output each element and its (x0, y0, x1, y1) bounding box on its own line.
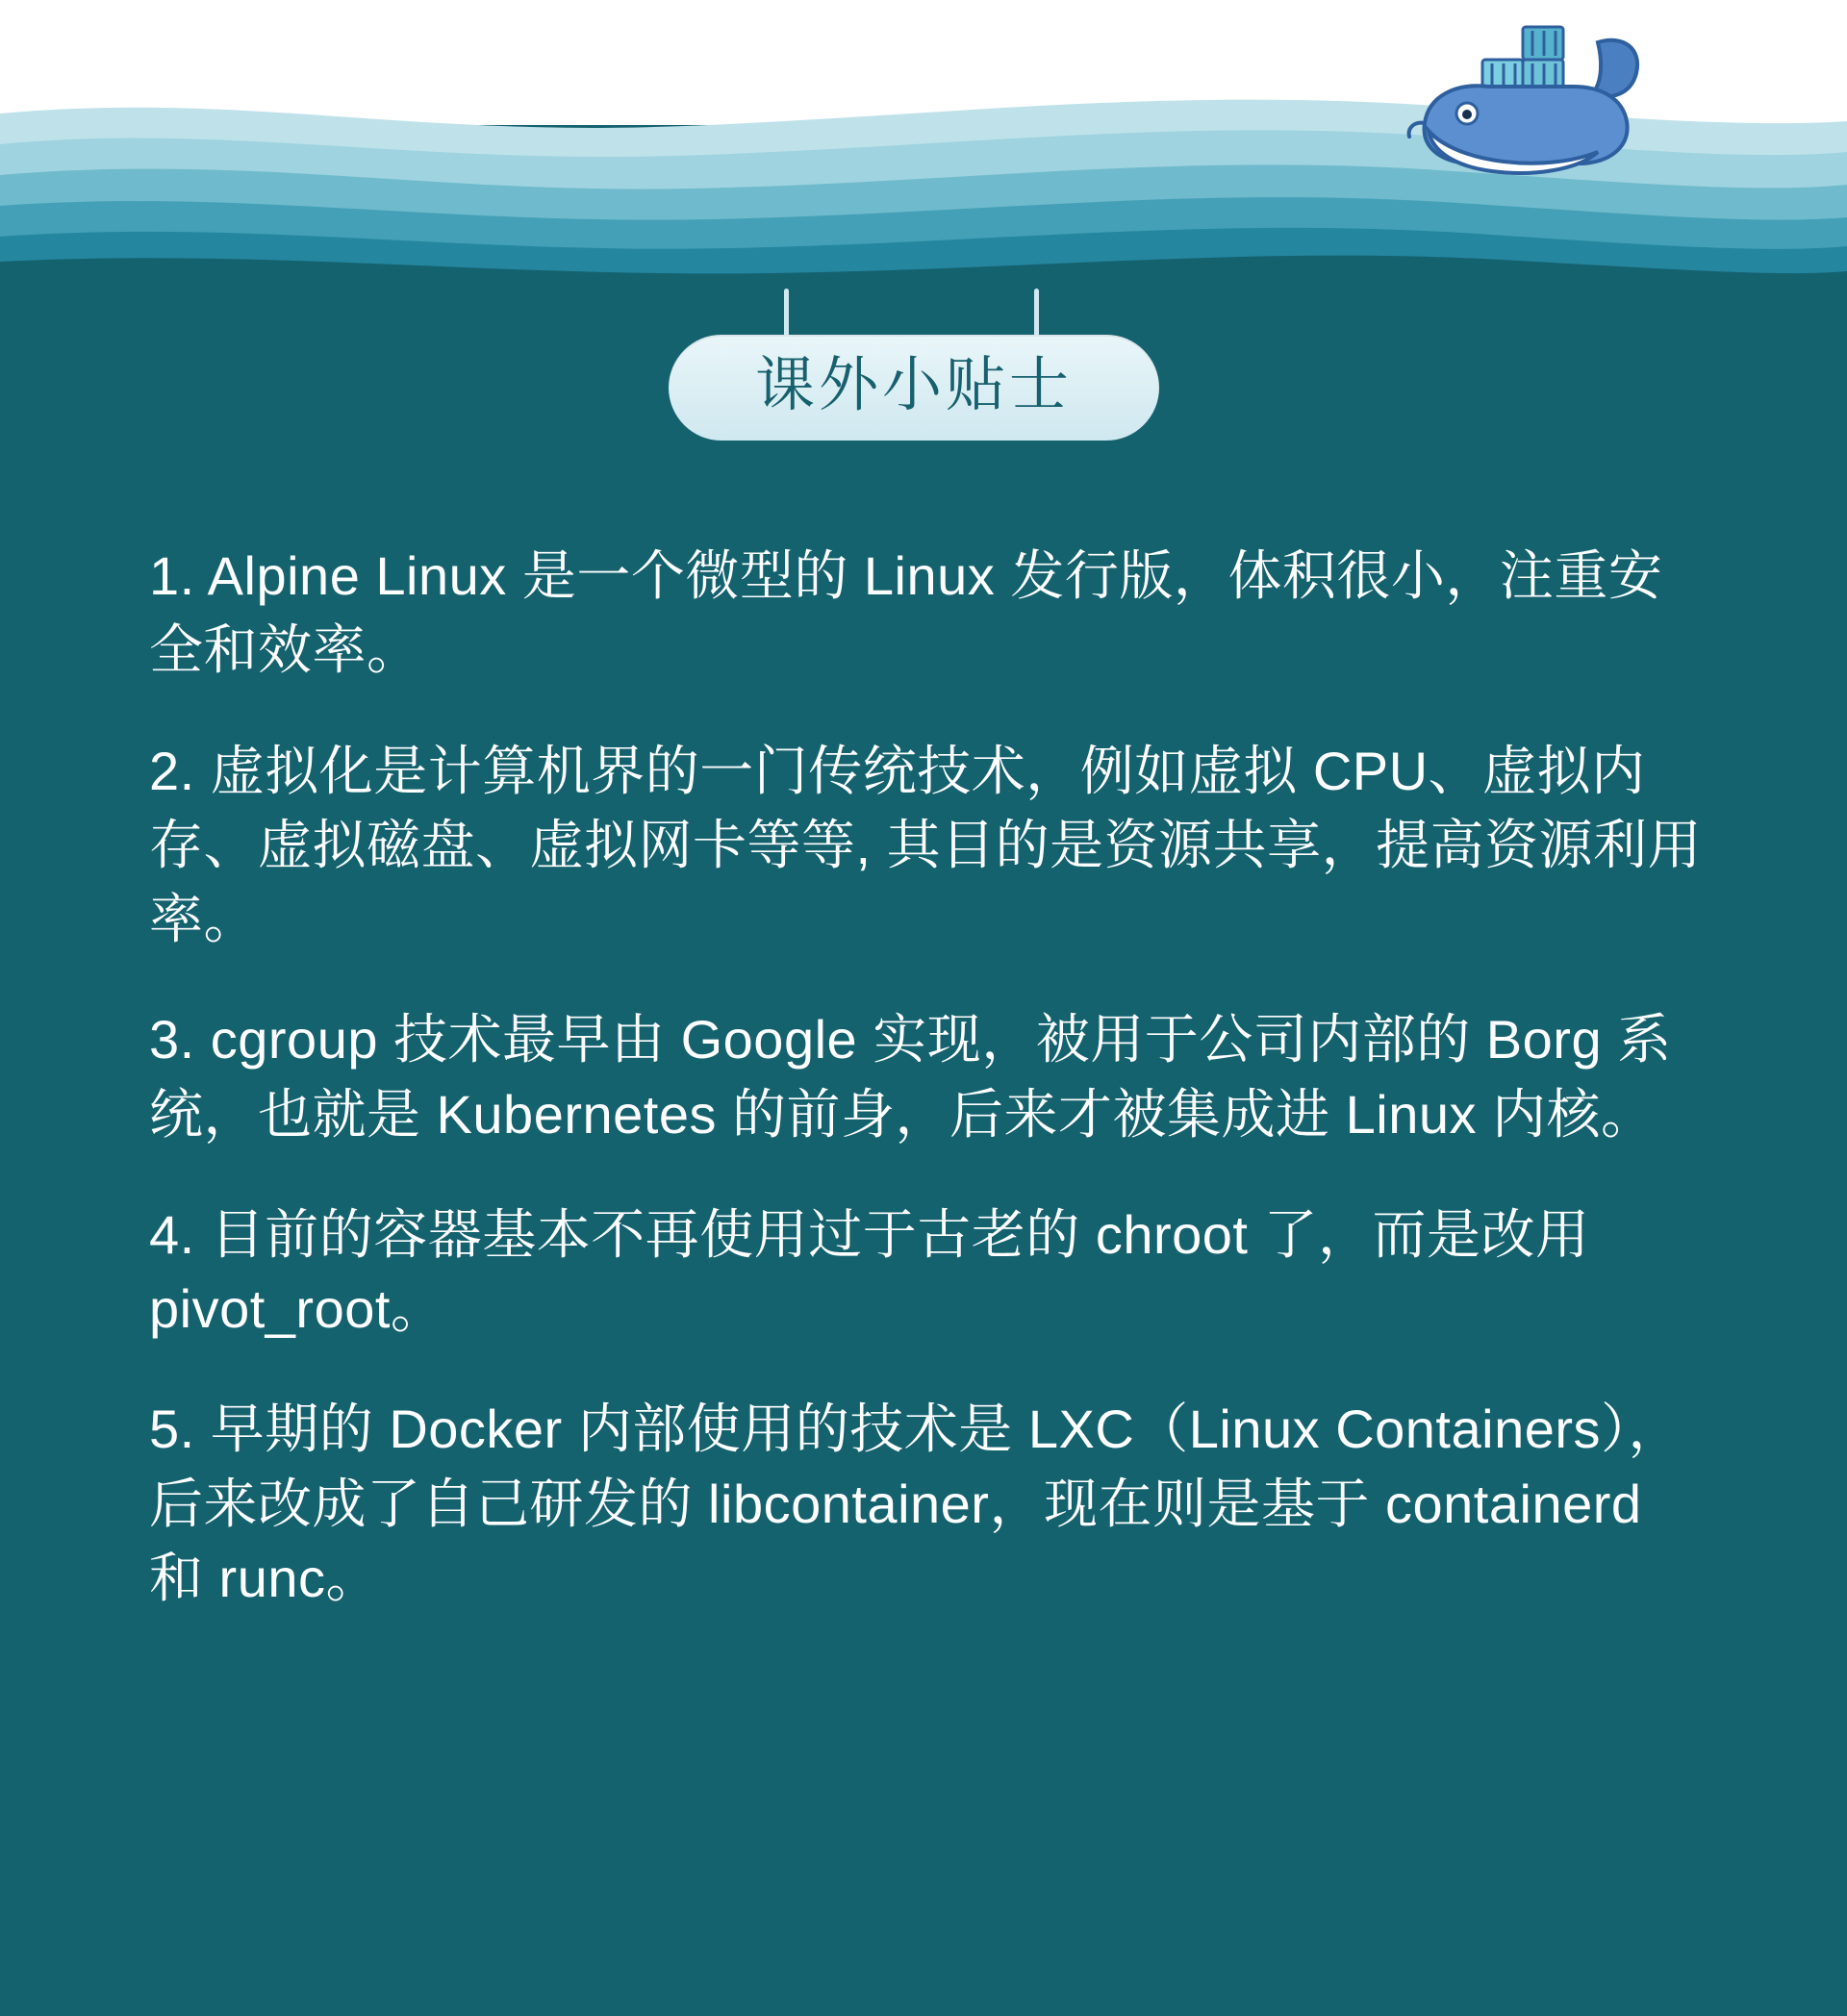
docker-whale-logo (1400, 8, 1659, 200)
tips-list (149, 539, 1708, 1615)
section-title-text: 课外小贴士 (754, 352, 1073, 418)
docker-whale-icon (1400, 8, 1659, 200)
section-title-pill (669, 335, 1159, 441)
tip-item-3: 3. cgroup 技术最早由 Google 实现，被用于公司内部的 Borg 系统，也就是 Kubernetes 的前身，后来才被集成进 Linux 内核。 (149, 1009, 1672, 1145)
tip-item-2: 2. 虚拟化是计算机界的一门传统技术，例如虚拟 CPU、虚拟内存、虚拟磁盘、虚拟网卡等等, 其目的是资源共享，提高资源利用率。 (149, 740, 1703, 950)
tip-item-5: 5. 早期的 Docker 内部使用的技术是 LXC（Linux Containers），后来改成了自己研发的 libcontainer，现在则是基于 containerd 和 runc。 (149, 1399, 1683, 1608)
tip-item-4: 4. 目前的容器基本不再使用过于古老的 chroot 了，而是改用 pivot_root。 (149, 1203, 1590, 1340)
tip-item-1: 1. Alpine Linux 是一个微型的 Linux 发行版，体积很小，注重安全和效率。 (149, 545, 1663, 681)
